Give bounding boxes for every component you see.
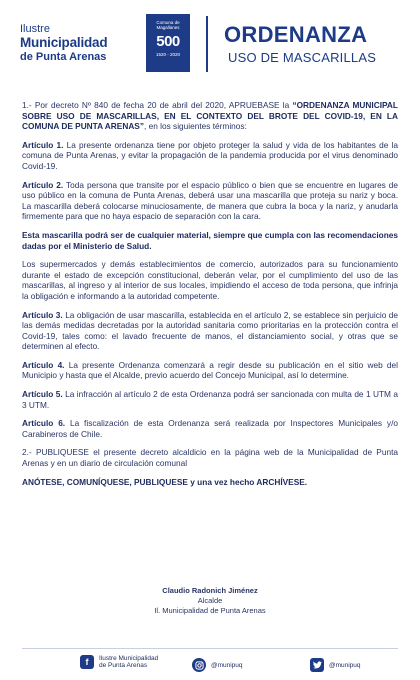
header [0,0,420,86]
decree-paragraph [22,100,398,132]
article-1-text: La presente ordenanza tiene por objeto proteger la salud y vida de los habitantes de la comuna de Punta Arenas, y evitar la propagación de la pandemia producida por el virus denominado Covid-19. [22,139,398,171]
seal-number: 500 [156,33,180,50]
facebook-line-1: Ilustre Municipalidad [99,655,159,662]
facebook-link[interactable] [80,655,158,669]
decree-suffix: , en los siguientes términos: [144,121,247,132]
article-3 [22,310,398,352]
social-footer [22,648,398,671]
instagram-link[interactable] [192,658,243,672]
article-2-label: Artículo 2. [22,179,64,190]
anniversary-seal [146,14,190,72]
article-4-label: Artículo 4. [22,359,65,370]
seal-bottom-text: 1520 - 2020 [155,52,181,57]
document-subtitle: USO DE MASCARILLAS [228,50,377,65]
article-4-text: La presente Ordenanza comenzará a regir desde su publicación en el sitio web del Municipio y hasta que el Alcalde, previo acuerdo del Concejo Municipal, así lo determine. [22,359,398,381]
twitter-link[interactable] [310,658,361,672]
article-1 [22,140,398,172]
decree-prefix: 1.- Por decreto Nº 840 de fecha 20 de abril del 2020, APRUEBASE la [22,100,293,110]
article-3-label: Artículo 3. [22,309,63,320]
article-5-label: Artículo 5. [22,389,63,400]
decree-title: “ORDENANZA MUNICIPAL SOBRE USO DE MASCARILLAS, EN EL CONTEXTO DEL BROTE DEL COVID-19, EN LA COMUNA DE PUNTA ARENAS” [22,100,398,132]
facebook-icon: f [80,655,94,669]
publication-paragraph: 2.- PUBLIQUESE el presente decreto alcaldicio en la página web de la Municipalidad de Punta Arenas y en un diario de circulación comunal [22,447,398,469]
municipality-logo-text [20,22,140,64]
twitter-handle: @munipuq [329,661,361,669]
facebook-line-2: de Punta Arenas [99,662,148,669]
municipality-line-3: de Punta Arenas [20,51,107,63]
signatory-name: Claudio Radonich Jiménez [162,586,258,595]
article-6-text: La fiscalización de esta Ordenanza será realizada por Inspectores Municipales y/o Carabineros de Chile. [22,418,398,439]
article-2-text: Toda persona que transite por el espacio público o bien que se encuentre en lugares de uso público en la comuna de Punta Arenas, deberá usar una mascarilla que proteja su nariz y boca. La mascarilla deberá colocarse minuciosamente, de manera que cubra la boca y la nariz, y anudarla firmemente para que no haya espacio de separación con la cara. [22,179,398,222]
article-1-label: Artículo 1. [22,139,64,150]
ordinance-body [22,100,398,495]
document-title: ORDENANZA [224,22,368,47]
header-divider [206,16,208,72]
article-4 [22,360,398,381]
article-5-text: La infracción al artículo 2 de esta Ordenanza podrá ser sancionada con multa de 1 UTM a 3 UTM. [22,389,398,410]
closing-statement: ANÓTESE, COMUNÍQUESE, PUBLIQUESE y una vez hecho ARCHÍVESE. [22,476,308,487]
signatory-org: Il. Municipalidad de Punta Arenas [154,606,266,615]
facebook-label [99,655,158,669]
signature-block [0,586,420,616]
signatory-role: Alcalde [197,596,223,605]
mask-material-note: Esta mascarilla podrá ser de cualquier material, siempre que cumpla con las recomendaciones dadas por el Ministerio de Salud. [22,229,398,251]
municipality-line-2: Municipalidad [20,35,108,50]
article-5 [22,389,398,410]
article-2 [22,180,398,222]
municipality-line-1: Ilustre [20,23,50,35]
instagram-icon [192,658,206,672]
instagram-handle: @munipuq [211,661,243,669]
article-6 [22,418,398,439]
article-6-label: Artículo 6. [22,418,66,429]
seal-top-text: Comuna de Magallanes [156,20,180,30]
twitter-icon [310,658,324,672]
supermarkets-paragraph: Los supermercados y demás establecimientos de comercio, autorizados para su funcionamiento durante el estado de excepción constitucional, deberán velar, por el cumplimiento del uso de las mascarillas, al ingreso y al interior de sus locales, impidiendo el acceso de toda persona, que infrinja la obligación e informando a la autoridad competente. [22,259,398,301]
article-3-text: La obligación de usar mascarilla, establecida en el artículo 2, se establece sin perjuicio de las demás medidas decretadas por la autoridad sanitaria como prioritarias en la protección contra el Covid-19, tales como: el lavado frecuente de manos, el distanciamiento social, y otras que se determinen al efecto. [22,309,398,352]
